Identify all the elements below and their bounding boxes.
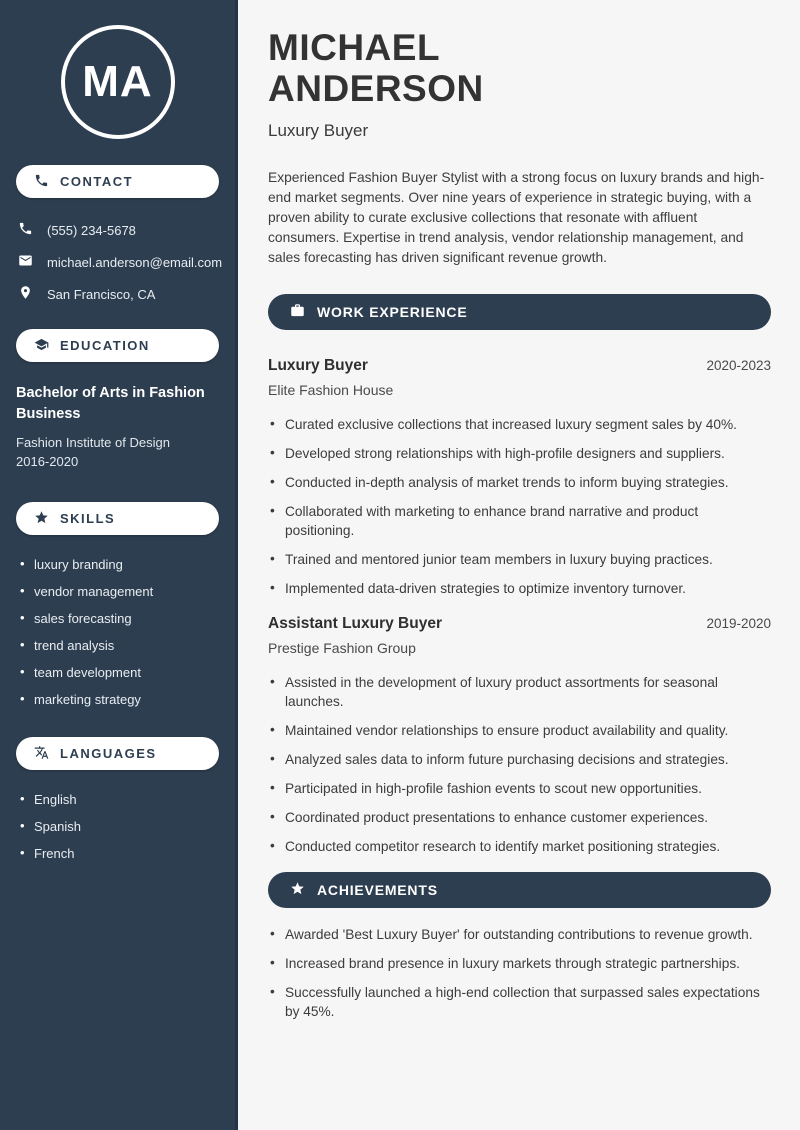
achievement-bullet: • Successfully launched a high-end collection that surpassed sales expectations by 45%. xyxy=(268,983,768,1021)
skill-item: • marketing strategy xyxy=(20,692,219,707)
graduation-cap-icon xyxy=(34,337,49,355)
email-icon xyxy=(18,253,33,271)
language-item: • English xyxy=(20,792,219,807)
star-icon xyxy=(34,510,49,528)
briefcase-icon xyxy=(290,303,305,321)
job-bullet: • Implemented data-driven strategies to optimize inventory turnover. xyxy=(268,579,768,598)
job-bullet: • Collaborated with marketing to enhance brand narrative and product positioning. xyxy=(268,502,768,540)
job-title: Luxury Buyer xyxy=(268,357,368,374)
work-experience-section-title: WORK EXPERIENCE xyxy=(317,304,468,320)
job-bullet: • Trained and mentored junior team members in luxury buying practices. xyxy=(268,550,768,569)
language-item: • Spanish xyxy=(20,819,219,834)
star-icon xyxy=(290,881,305,899)
skill-item: • sales forecasting xyxy=(20,611,219,626)
contact-section-header xyxy=(16,165,219,198)
contact-row-phone xyxy=(18,221,219,239)
job-bullet: • Maintained vendor relationships to ensure product availability and quality. xyxy=(268,721,768,740)
achievements-section-title: ACHIEVEMENTS xyxy=(317,882,438,898)
job-header xyxy=(268,357,771,375)
skill-item: • trend analysis xyxy=(20,638,219,653)
skills-list xyxy=(0,535,235,707)
school-name: Fashion Institute of Design xyxy=(16,435,170,450)
contact-row-location xyxy=(18,285,219,303)
job-bullet: • Conducted in-depth analysis of market trends to inform buying strategies. xyxy=(268,473,768,492)
phone-icon xyxy=(18,221,33,239)
languages-section-title: LANGUAGES xyxy=(60,746,157,761)
contact-section-title: CONTACT xyxy=(60,174,134,189)
achievement-bullet: • Awarded 'Best Luxury Buyer' for outstanding contributions to revenue growth. xyxy=(268,925,768,944)
job-header xyxy=(268,615,771,633)
job-dates: 2020-2023 xyxy=(706,358,771,373)
education-section-title: EDUCATION xyxy=(60,338,150,353)
contact-row-email xyxy=(18,253,223,271)
job-bullet: • Participated in high-profile fashion events to scout new opportunities. xyxy=(268,779,768,798)
languages-list xyxy=(0,770,235,861)
languages-section-header xyxy=(16,737,219,770)
education-years: 2016-2020 xyxy=(16,454,79,469)
job-bullet: • Developed strong relationships with high-profile designers and suppliers. xyxy=(268,444,768,463)
job-company: Elite Fashion House xyxy=(268,382,394,398)
job-bullet: • Conducted competitor research to identify market positioning strategies. xyxy=(268,837,768,856)
translate-icon xyxy=(34,745,49,763)
degree-name: Bachelor of Arts in Fashion Business xyxy=(16,385,205,422)
person-job-title: Luxury Buyer xyxy=(268,121,369,140)
skill-item: • vendor management xyxy=(20,584,219,599)
job-title: Assistant Luxury Buyer xyxy=(268,615,442,632)
job-bullet-list xyxy=(268,673,771,856)
education-section-header xyxy=(16,329,219,362)
achievements-bullet-list xyxy=(268,925,771,1021)
work-experience-section-header xyxy=(268,294,771,330)
job-bullet: • Coordinated product presentations to enhance customer experiences. xyxy=(268,808,768,827)
person-last-name: ANDERSON xyxy=(268,68,484,109)
avatar xyxy=(61,25,175,139)
phone-icon xyxy=(34,173,49,191)
skills-section-header xyxy=(16,502,219,535)
job-bullet: • Analyzed sales data to inform future purchasing decisions and strategies. xyxy=(268,750,768,769)
avatar-initials: MA xyxy=(82,57,153,106)
job-bullet: • Assisted in the development of luxury product assortments for seasonal launches. xyxy=(268,673,768,711)
language-item: • French xyxy=(20,846,219,861)
achievement-bullet: • Increased brand presence in luxury markets through strategic partnerships. xyxy=(268,954,768,973)
location-icon xyxy=(18,285,33,303)
person-name xyxy=(268,27,771,109)
contact-list xyxy=(0,198,235,303)
sidebar xyxy=(0,0,238,1130)
skills-section-title: SKILLS xyxy=(60,511,116,526)
skill-item: • luxury branding xyxy=(20,557,219,572)
education-entry xyxy=(0,362,235,471)
job-dates: 2019-2020 xyxy=(706,616,771,631)
job-bullet: • Curated exclusive collections that increased luxury segment sales by 40%. xyxy=(268,415,768,434)
person-first-name: MICHAEL xyxy=(268,27,441,68)
skill-item: • team development xyxy=(20,665,219,680)
job-bullet-list xyxy=(268,415,771,598)
summary-paragraph: Experienced Fashion Buyer Stylist with a strong focus on luxury brands and high-end market segments. Over nine years of experience in strategic buying, with a proven ability to curate exclusive collections that resonate with affluent consumers. Expertise in trend analysis, vendor relationship management, and sales forecasting has driven significant revenue growth. xyxy=(268,170,765,265)
phone-number: (555) 234-5678 xyxy=(47,222,136,238)
achievements-section-header xyxy=(268,872,771,908)
location-text: San Francisco, CA xyxy=(47,286,156,302)
email-address: michael.anderson@email.com xyxy=(47,254,223,270)
main-content xyxy=(238,0,800,1130)
job-company: Prestige Fashion Group xyxy=(268,640,416,656)
